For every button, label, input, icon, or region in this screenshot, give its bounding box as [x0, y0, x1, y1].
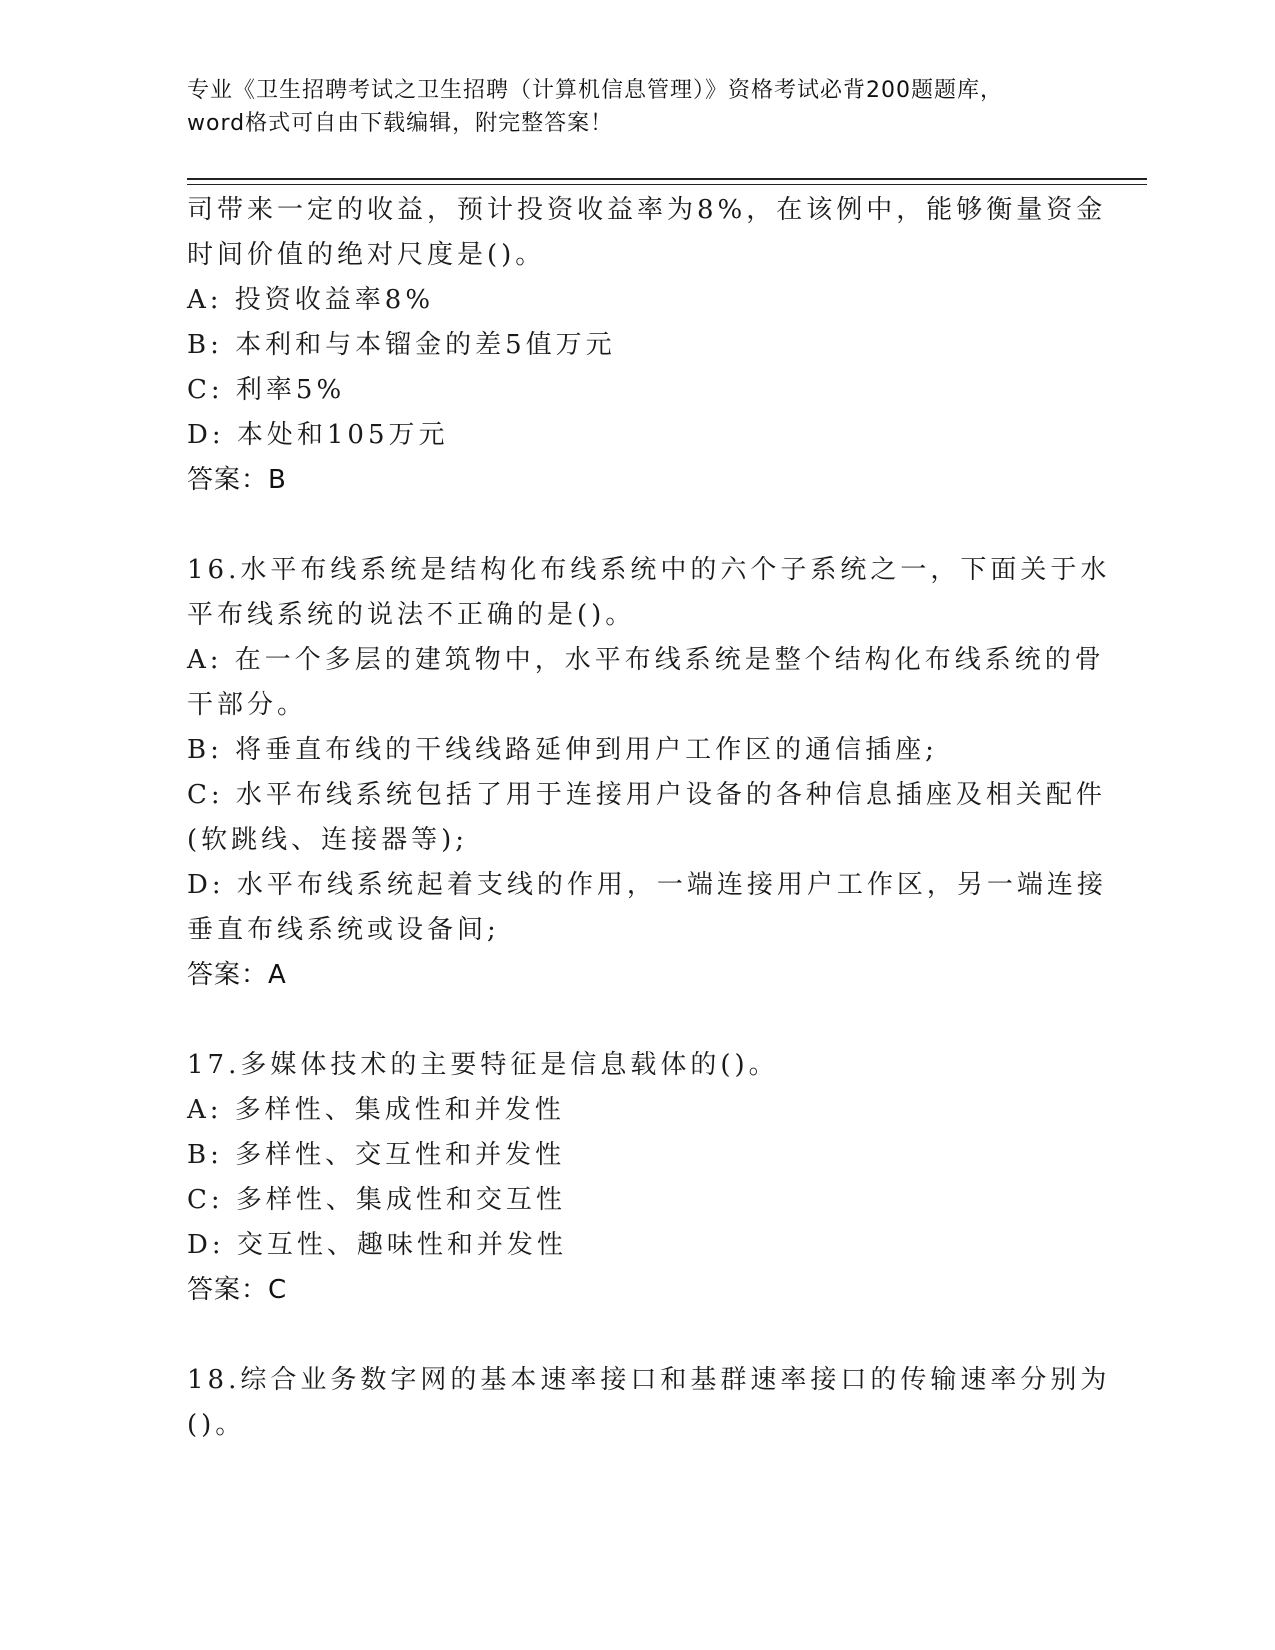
- q16-option-c-line-1: C: 水平布线系统包括了用于连接用户设备的各种信息插座及相关配件: [187, 780, 1106, 810]
- q16-option-a-line-1: A: 在一个多层的建筑物中，水平布线系统是整个结构化布线系统的骨: [187, 645, 1105, 675]
- q15-stem-line-1: 司带来一定的收益，预计投资收益率为8%，在该例中，能够衡量资金: [187, 195, 1107, 225]
- header-title-line-2: word格式可自由下载编辑，附完整答案！: [187, 111, 614, 136]
- q16-stem-line-1: 16.水平布线系统是结构化布线系统中的六个子系统之一，下面关于水: [187, 555, 1111, 585]
- q16-option-b: B: 将垂直布线的干线线路延伸到用户工作区的通信插座;: [187, 735, 938, 765]
- q18-stem-line-1: 18.综合业务数字网的基本速率接口和基群速率接口的传输速率分别为: [187, 1365, 1111, 1395]
- q16-stem-line-2: 平布线系统的说法不正确的是()。: [187, 600, 636, 630]
- q18-stem-line-2: ()。: [187, 1410, 246, 1440]
- q17-option-d: D: 交互性、趣味性和并发性: [187, 1230, 567, 1260]
- q16-option-c-line-2: (软跳线、连接器等);: [187, 825, 469, 855]
- q15-option-a: A: 投资收益率8%: [187, 285, 435, 315]
- q17-option-a: A: 多样性、集成性和并发性: [187, 1095, 565, 1125]
- question-16: [187, 548, 1111, 998]
- header-divider-thick: [187, 178, 1147, 180]
- q16-option-a-line-2: 干部分。: [187, 690, 308, 720]
- question-17: [187, 1043, 1077, 1313]
- q15-option-b: B: 本利和与本镏金的差5值万元: [187, 330, 616, 360]
- q15-stem-line-2: 时间价值的绝对尺度是()。: [187, 240, 546, 270]
- q17-option-c: C: 多样性、集成性和交互性: [187, 1185, 566, 1215]
- document-header: [187, 74, 1087, 140]
- q16-option-d-line-2: 垂直布线系统或设备间;: [187, 915, 500, 945]
- header-title-line-1: 专业《卫生招聘考试之卫生招聘（计算机信息管理）》资格考试必背200题题库，: [187, 78, 1003, 103]
- q15-answer: 答案：B: [187, 465, 287, 495]
- document-body: [187, 188, 1111, 1448]
- question-18: [187, 1358, 1111, 1448]
- q16-option-d-line-1: D: 水平布线系统起着支线的作用，一端连接用户工作区，另一端连接: [187, 870, 1107, 900]
- q15-option-d: D: 本处和105万元: [187, 420, 449, 450]
- q17-answer: 答案：C: [187, 1275, 288, 1305]
- q16-answer: 答案：A: [187, 960, 287, 990]
- q15-option-c: C: 利率5%: [187, 375, 346, 405]
- q17-option-b: B: 多样性、交互性和并发性: [187, 1140, 566, 1170]
- question-15: [187, 188, 1107, 503]
- header-divider-thin: [187, 184, 1147, 185]
- q17-stem: 17.多媒体技术的主要特征是信息载体的()。: [187, 1050, 779, 1080]
